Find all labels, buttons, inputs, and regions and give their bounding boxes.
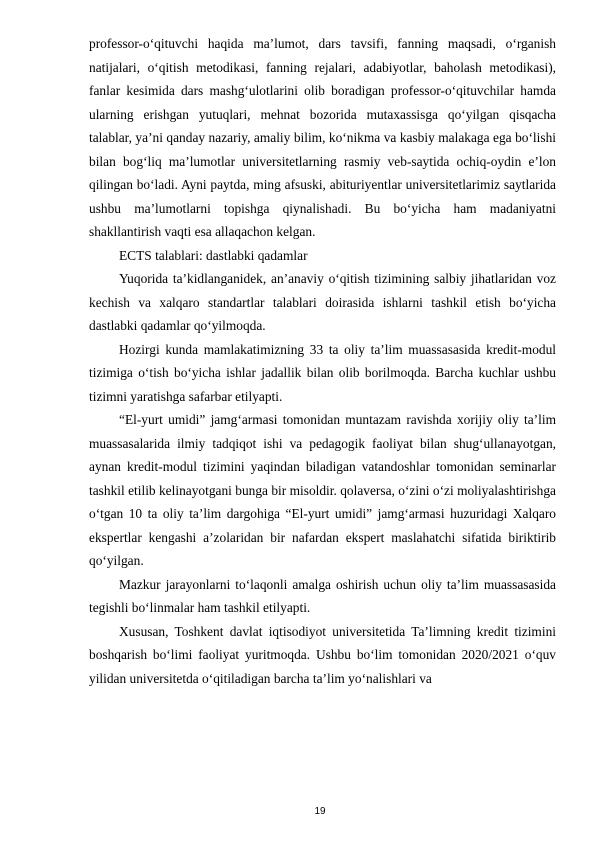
paragraph: Hozirgi kunda mamlakatimizning 33 ta oliy ta’lim muassasasida kredit-modul tizimiga o‘tish bo‘yicha ishlar jadallik bilan olib borilmoqda. Barcha kuchlar ushbu tizimni yaratishga safarbar etilyapti. <box>89 341 556 404</box>
paragraph: Xususan, Toshkent davlat iqtisodiyot universitetida Ta’limning kredit tizimini boshqarish bo‘limi faoliyat yuritmoqda. Ushbu bo‘lim tomonidan 2020/2021 o‘quv yilidan universitetda o‘qitiladigan barcha ta’lim yo‘nalishlari va <box>89 623 556 686</box>
paragraph: Yuqorida ta’kidlanganidek, an’anaviy o‘qitish tizimining salbiy jihatlaridan voz kechish va xalqaro standartlar talablari doirasida ishlarni tashkil etish bo‘yicha dastlabki qadamlar qo‘yilmoqda. <box>89 271 556 333</box>
page-number: 19 <box>314 806 326 817</box>
paragraph-continued: professor-o‘qituvchi haqida ma’lumot, dars tavsifi, fanning maqsadi, o‘rganish natijalari, o‘qitish metodikasi, fanning rejalari, adabiyotlar, baholash metodikasi), fanlar kesimida dars mashg‘ulotlarini olib boradigan professor-o‘qituvchilar hamda ularning erishgan yutuqlari, mehnat bozorida mutaxassisga qo‘yilgan qisqacha talablar, ya’ni qanday nazariy, amaliy bilim, ko‘nikma va kasbiy malakaga ega bo‘lishi bilan bog‘liq ma’lumotlar universitetlarning rasmiy veb-saytida ochiq-oydin e’lon qilingan bo‘ladi. Ayni paytda, ming afsuski, abituriyentlar universitetlarimiz saytlarida ushbu ma’lumotlarni topishga qiynalishadi. Bu bo‘yicha ham madaniyatni shakllantirish vaqti esa allaqachon kelgan. <box>89 36 556 239</box>
document-body <box>89 32 556 690</box>
paragraph: Mazkur jarayonlarni to‘laqonli amalga oshirish uchun oliy ta’lim muassasasida tegishli bo‘linmalar ham tashkil etilyapti. <box>89 576 556 615</box>
paragraph: “El-yurt umidi” jamg‘armasi tomonidan muntazam ravishda xorijiy oliy ta’lim muassasalarida ilmiy tadqiqot ishi va pedagogik faoliyat bilan shug‘ullanayotgan, aynan kredit-modul tizimini yaqindan biladigan vatandoshlar tomonidan seminarlar tashkil etilib kelinayotgani bunga bir misoldir. qolaversa, o‘zini o‘zi moliyalashtirishga o‘tgan 10 ta oliy ta’lim dargohiga “El-yurt umidi” jamg‘armasi huzuridagi Xalqaro ekspertlar kengashi a’zolaridan bir nafardan ekspert maslahatchi sifatida biriktirib qo‘yilgan. <box>89 412 556 568</box>
section-heading: ECTS talablari: dastlabki qadamlar <box>119 247 308 263</box>
